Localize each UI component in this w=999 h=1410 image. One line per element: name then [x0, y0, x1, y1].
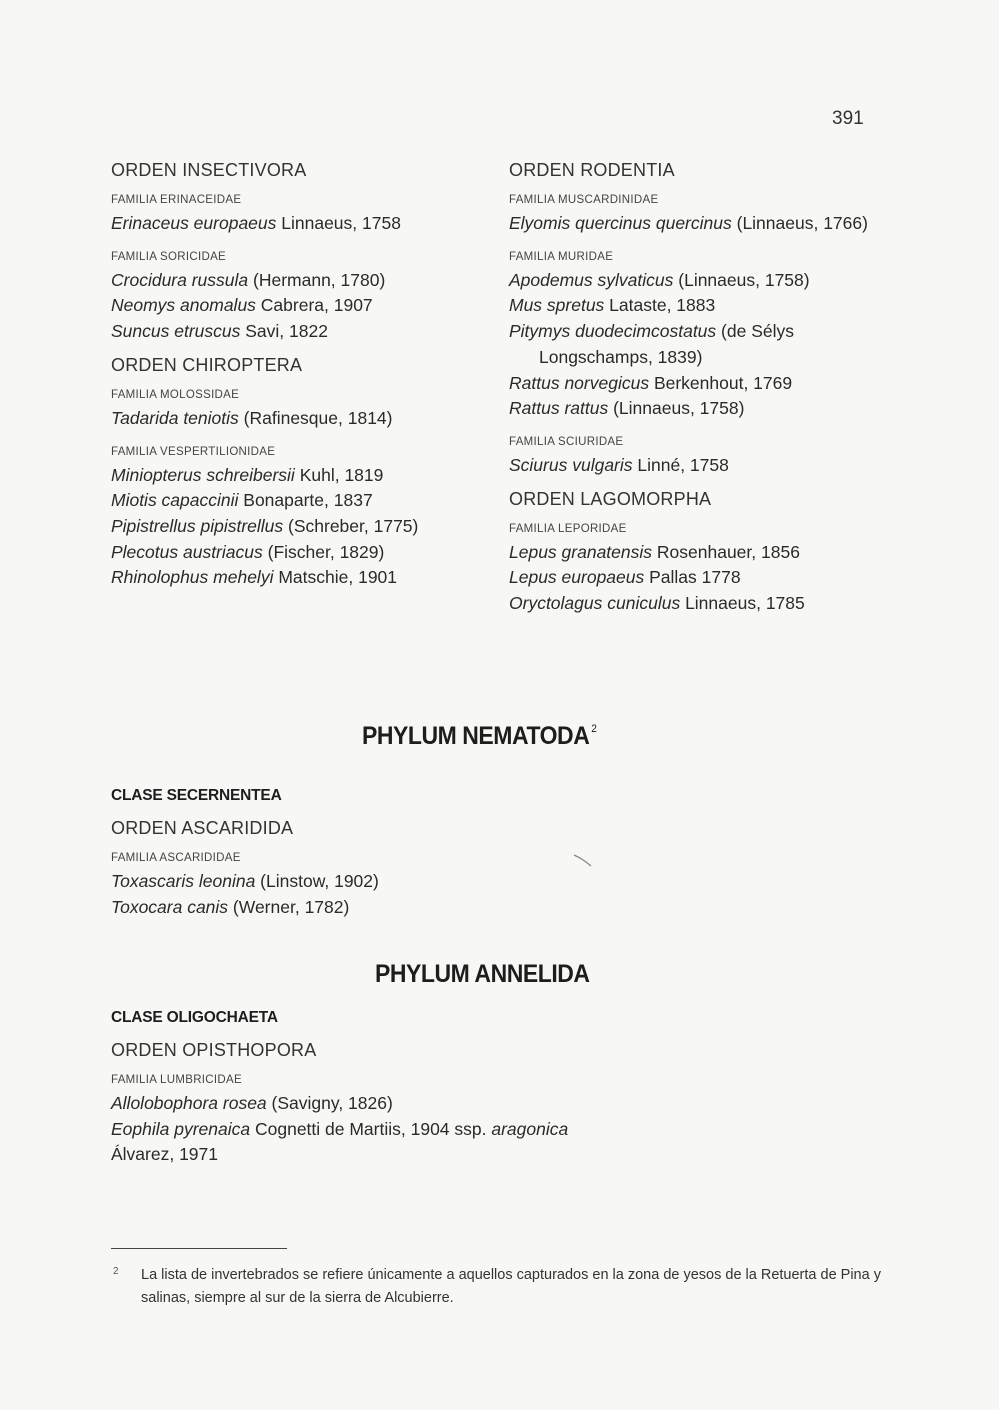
clase-oligochaeta: CLASE OLIGOCHAETA [111, 1009, 278, 1026]
species-entry: Erinaceus europaeus Linnaeus, 1758 [111, 213, 401, 233]
orden-lagomorpha: ORDEN LAGOMORPHA [509, 488, 712, 509]
species-entry: Miniopterus schreibersii Kuhl, 1819 [111, 464, 384, 485]
familia-soricidae: FAMILIA SORICIDAE [111, 250, 227, 263]
species-entry-continuation: Longschamps, 1839) [539, 346, 703, 367]
clase-secernentea: CLASE SECERNENTEA [111, 787, 282, 804]
species-entry: Rattus rattus (Linnaeus, 1758) [509, 398, 745, 419]
species-entry: Miotis capaccinii Bonaparte, 1837 [111, 490, 373, 511]
footnote-mark: 2 [113, 1266, 119, 1277]
species-entry: Rattus norvegicus Berkenhout, 1769 [509, 372, 793, 393]
familia-muscardinidae: FAMILIA MUSCARDINIDAE [509, 194, 659, 206]
species-entry: Eophila pyrenaica Cognetti de Martiis, 1904 ssp. aragonica [111, 1118, 569, 1139]
species-entry: Allolobophora rosea (Savigny, 1826) [111, 1093, 393, 1113]
right-column [509, 158, 899, 617]
print-speck [572, 852, 594, 870]
familia-sciuridae: FAMILIA SCIURIDAE [509, 435, 624, 448]
familia-erinaceidae: FAMILIA ERINACEIDAE [111, 194, 242, 206]
species-entry: Toxascaris leonina (Linstow, 1902) [111, 871, 379, 891]
orden-insectivora: ORDEN INSECTIVORA [111, 160, 307, 180]
species-entry-continuation: Álvarez, 1971 [111, 1144, 219, 1165]
species-entry: Tadarida teniotis (Rafinesque, 1814) [111, 407, 393, 428]
species-entry: Toxocara canis (Werner, 1782) [111, 896, 350, 917]
species-entry: Crocidura russula (Hermann, 1780) [111, 269, 386, 290]
familia-leporidae: FAMILIA LEPORIDAE [509, 522, 627, 535]
footnote-rule [111, 1248, 287, 1249]
familia-molossidae: FAMILIA MOLOSSIDAE [111, 388, 240, 401]
orden-chiroptera: ORDEN CHIROPTERA [111, 354, 303, 375]
orden-opisthopora: ORDEN OPISTHOPORA [111, 1040, 317, 1060]
left-column [111, 158, 491, 591]
orden-ascaridida: ORDEN ASCARIDIDA [111, 818, 294, 838]
orden-rodentia: ORDEN RODENTIA [509, 160, 675, 180]
species-entry: Sciurus vulgaris Linné, 1758 [509, 454, 729, 475]
phylum-annelida-heading: PHYLUM ANNELIDA [375, 960, 590, 988]
nematoda-block [111, 816, 611, 920]
species-entry: Pitymys duodecimcostatus (de Sélys [509, 321, 794, 342]
species-entry: Neomys anomalus Cabrera, 1907 [111, 295, 373, 316]
footnote-text: La lista de invertebrados se refiere únicamente a aquellos capturados en la zona de yesos de la Retuerta de Pina y salinas, siempre al sur de la sierra de Alcubierre. [141, 1267, 881, 1306]
page-number: 391 [832, 108, 864, 129]
species-entry: Elyomis quercinus quercinus (Linnaeus, 1766) [509, 213, 868, 233]
annelida-block [111, 1038, 671, 1168]
phylum-nematoda-heading: PHYLUM NEMATODA $^2$ [362, 722, 597, 750]
familia-ascarididae: FAMILIA ASCARIDIDAE [111, 852, 241, 864]
familia-lumbricidae: FAMILIA LUMBRICIDAE [111, 1074, 242, 1086]
species-entry: Apodemus sylvaticus (Linnaeus, 1758) [509, 269, 810, 290]
familia-vespertilionidae: FAMILIA VESPERTILIONIDAE [111, 445, 276, 458]
footnote-reference: 2 [591, 723, 597, 735]
species-entry: Pipistrellus pipistrellus (Schreber, 1775) [111, 515, 419, 536]
species-entry: Suncus etruscus Savi, 1822 [111, 321, 328, 342]
species-entry: Lepus granatensis Rosenhauer, 1856 [509, 541, 800, 562]
species-entry: Lepus europaeus Pallas 1778 [509, 567, 741, 588]
species-entry: Plecotus austriacus (Fischer, 1829) [111, 541, 385, 562]
species-entry: Mus spretus Lataste, 1883 [509, 295, 716, 316]
familia-muridae: FAMILIA MURIDAE [509, 250, 614, 263]
species-entry: Oryctolagus cuniculus Linnaeus, 1785 [509, 593, 805, 614]
species-entry: Rhinolophus mehelyi Matschie, 1901 [111, 567, 398, 588]
